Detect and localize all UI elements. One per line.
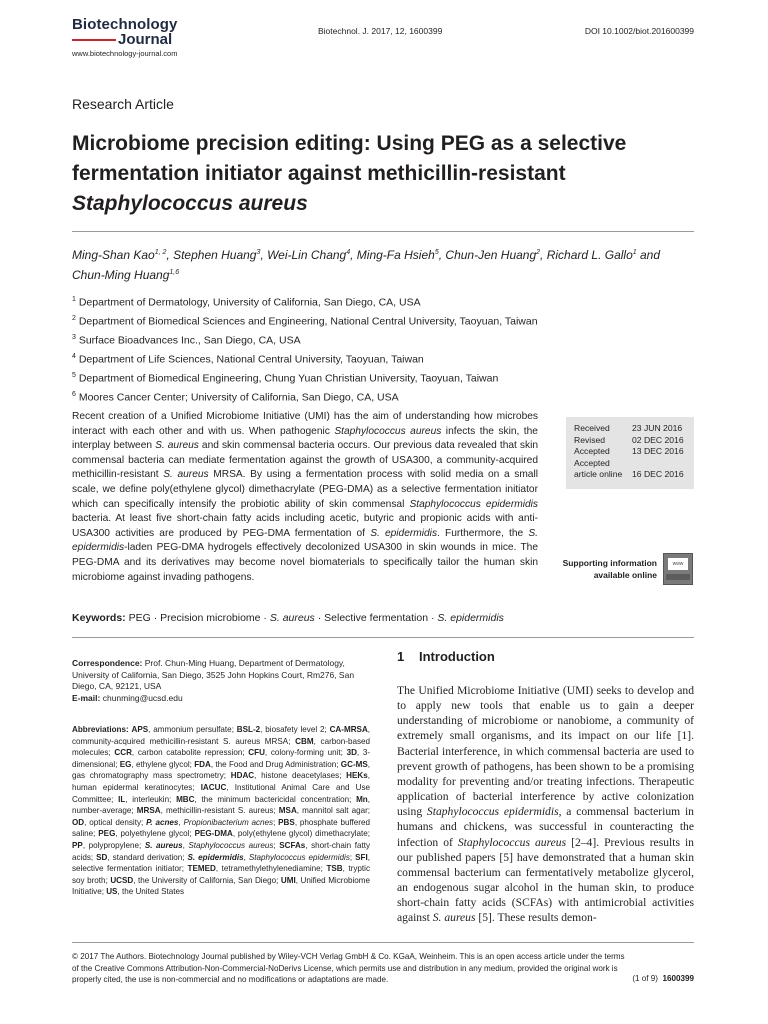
supporting-info-label[interactable] [552,557,657,581]
keyword: Selective fermentation [324,612,429,624]
abbreviation-definition: the minimum bactericidal concentration [201,794,350,804]
keywords: Keywords: PEG · Precision microbiome · S. aureus · Selective fermentation · S. epidermidis [72,612,504,624]
abstract-species-name: S. aureus [155,440,199,452]
abbreviation-term: S. epidermidis [187,852,244,862]
abbreviation-definition: Unified Microbiome Initiative [72,875,371,897]
abbreviation-definition: short-chain fatty acids [72,840,371,862]
abbreviations-label: Abbreviations: [72,725,129,734]
history-date: 02 DEC 2016 [632,434,684,445]
abstract-species-name: S. aureus [163,469,209,481]
abstract [72,410,538,585]
affiliation-number: 4 [72,353,76,361]
abbreviation-definition: histone deacetylases [261,771,340,781]
abstract-text: infects the skin, the interplay between [72,425,538,452]
abbreviation-term: MBC [176,794,195,804]
abbreviation-term: CBM [295,736,314,746]
abstract-text: bacteria. At least five short-chain fatty acids including acetic, butyric and propionic acids with anti-USA300 activities are produced by PEG-DMA fermentation of [72,513,538,539]
abstract-species-name: S. epidermidis [72,527,538,554]
abstract-species-name: Staphylococcus aureus [334,425,442,437]
title-line-1: Microbiome precision editing: Using PEG as a selective [72,132,627,155]
abbreviation-term: TSB [326,864,343,874]
abbreviation-definition: polypropylene [88,840,140,850]
author-list: Ming-Shan Kao$^{1, 2}$, Stephen Huang$^3$, Wei-Lin Chang$^4$, Ming-Fa Hsieh$^5$, Chun-Jen Huang$^2$, Richard L. Gallo$^1$ and Chun-Ming Huang$^{1,6}$ [72,248,661,282]
article-history-box [566,417,694,489]
abbreviation-definition: tryptic soy broth [72,864,371,885]
abbreviation-definition: number-average [72,806,132,816]
abbreviation-term: TEMED [187,864,216,874]
abbreviation-definition: ethylene glycol [136,759,190,769]
abstract-text: . Furthermore, the [437,527,529,539]
intro-species-name: Staphylococcus aureus [457,835,567,849]
correspondence-label: Correspondence: [72,658,143,668]
affiliation-item [72,368,692,387]
keyword: PEG [128,612,151,624]
correspondence-email[interactable]: chunming@ucsd.edu [102,692,183,703]
abbreviation-definition: community-acquired methicillin-resistant S. aureus MRSA [72,736,289,746]
abbreviation-term: MRSA [136,806,161,816]
journal-url[interactable]: www.biotechnology-journal.com [72,49,178,58]
affiliation-number: 2 [72,315,76,323]
page-number [632,974,694,983]
affiliation-item [72,292,692,311]
keyword: S. epidermidis [437,612,504,624]
abbreviation-term: MSA [278,806,297,816]
abbreviation-term: UCSD [110,875,134,885]
author-affil-mark: 3 [256,249,261,256]
intro-text: The Unified Microbiome Initiative (UMI) seeks to develop and to apply new tools that enable us to gain a deeper understanding of microbiome or nanobiome, a community of extremely small organisms, and its impact on our life [1]. Bacterial interference, in which commensal bacteria are used to prevent growth of pathogens, has been shown to be a promising modality for preventing and/or treating infections. Therapeutic application of bacterial interference by active colonization using [397,684,694,819]
abbreviation-term: HDAC [230,771,255,781]
abstract-text: and skin commensal bacteria occurs. Our previous data revealed that skin commensal bacteria can mediate fermentation against the growth of USA300, a community-acquired methicillin-resistant [72,440,539,481]
abbreviation-definition: ammonium persulfate [153,725,232,734]
history-row [574,469,694,481]
abbreviation-term: UMI [280,875,296,885]
abbreviation-definition: optical density [89,817,142,827]
abbreviation-term: EG [119,759,132,769]
author-affil-mark: 5 [434,249,439,256]
abbreviation-term: US [106,887,118,897]
abbreviation-term: PP [72,840,83,850]
abbreviation-definition: carbon-based molecules [72,736,371,758]
history-date: 23 JUN 2016 [632,423,683,433]
abbreviation-definition: methicillin-resistant S. aureus [165,806,274,816]
affiliation-text: Department of Biomedical Sciences and Engineering, National Central University, Taoyuan, Taiwan [75,315,538,328]
abbreviation-definition: the Food and Drug Administration [215,759,337,769]
history-label: article online [574,469,623,479]
affiliation-item [72,349,692,368]
title-divider [72,231,694,232]
history-label: Accepted [574,457,610,468]
abbreviation-term: PEG [98,829,116,839]
author-affil-mark: 4 [346,249,351,256]
abbreviation-term: BSL-2 [236,725,261,734]
email-label: E-mail: [72,692,101,703]
journal-logo-line1: Biotechnology [72,16,178,33]
page-of: (1 of 9) [632,974,658,983]
intro-species-name: S. aureus [432,911,476,925]
intro-text: [5]. These results demon- [475,911,597,925]
abbreviation-definition: mannitol salt agar [302,806,368,816]
abbreviation-definition: carbon catabolite repression [137,748,243,758]
article-title [72,129,692,219]
intro-text: , a commensal bacterium in humans and chickens, was successful in counteracting the infection of [397,805,694,849]
abbreviation-term: APS [131,725,149,734]
abbreviation-definition: colony-forming unit [270,748,341,758]
history-row [574,423,694,435]
abbreviation-definition: gas chromatography mass spectrometry [72,771,224,781]
keyword: Precision microbiome [160,612,261,624]
header-doi[interactable]: DOI 10.1002/biot.201600399 [584,26,694,36]
abbreviation-term: IL [118,794,126,804]
history-row [574,458,694,470]
abstract-species-name: S. epidermidis [370,527,438,539]
license-notice: © 2017 The Authors. Biotechnology Journal published by Wiley-VCH Verlag GmbH & Co. KGaA, Weinheim. This is an open access article under the terms of the Creative Commons Attribution-Non-Commercial-NoDerivs License, which permits use and distribution in any medium, provided the original work is properly cited, the use is non-commercial and no modifications or adaptations are made. [72,952,625,985]
abbreviation-definition: the United States [121,887,185,897]
abbreviation-definition: interleukin [132,794,170,804]
article-number: 1600399 [662,974,694,983]
abbreviation-definition: poly(ethylene glycol) dimethacrylate [237,829,368,839]
author-name: Stephen Huang [173,248,257,262]
abbreviation-definition: human epidermal keratinocytes [72,782,193,792]
abbreviation-definition: biosafety level 2 [265,725,325,734]
correspondence [72,658,370,704]
abbreviation-term: CA-MRSA [329,725,368,734]
article-type: Research Article [72,96,174,112]
affiliation-text: Department of Life Sciences, National Central University, Taoyuan, Taiwan [75,353,424,366]
abbreviation-term: GC-MS [340,759,368,769]
abbreviation-definition: Staphylococcus aureus [188,840,274,850]
abbreviation-definition: Staphylococcus epidermidis [248,852,350,862]
keywords-label: Keywords: [72,612,126,624]
abstract-text: -laden PEG-DMA hydrogels effectively decolonized USA300 in skin wounds in mice. The PEG-DMA and its derivatives may become novel biomaterials to specifically tailor the human skin microbiome against invading pathogens. [72,542,538,583]
section-title: Introduction [419,649,495,664]
abbreviation-term: SFI [355,852,368,862]
screen-www-label: www [668,558,688,570]
footer-divider [72,942,694,943]
title-line-3: Staphylococcus aureus [72,192,308,215]
abbreviation-definition: Institutional Animal Care and Use Committee [72,782,371,804]
abstract-species-name: Staphylococcus epidermidis [409,498,538,510]
keyword: S. aureus [269,612,315,624]
correspondence-text: Prof. Chun-Ming Huang, Department of Dermatology, University of California, San Diego, 3525 John Hopkins Court, Rm276, San Diego, CA, 92121, USA [72,658,355,692]
author-name: Wei-Lin Chang [267,248,347,262]
author-affil-mark: 2 [536,249,541,256]
abstract-text: Recent creation of a Unified Microbiome Initiative (UMI) has the aim of understanding how microbes interact with each other and with us. When pathogenic [72,411,538,437]
header-citation: Biotechnol. J. 2017, 12, 1600399 [318,26,443,36]
history-row [574,435,694,447]
affiliation-number: 3 [72,334,76,342]
abbreviation-definition: polyethylene glycol [120,829,190,839]
author-name: Chun-Ming Huang [72,268,170,282]
author-name: Ming-Fa Hsieh [356,248,435,262]
affiliation-item [72,311,692,330]
affiliation-item [72,387,692,406]
title-line-2: fermentation initiator against methicillin-resistant [72,162,566,185]
affiliation-list [72,292,692,407]
supporting-info-line1: Supporting information [562,558,657,568]
history-label: Received [574,423,610,433]
journal-logo-accent-bar [72,39,116,41]
intro-text: [2–4]. Previous results in our published papers [5] have demonstrated that a human skin commensal bacterium can fermentatively metabolize glycerol, an endogenous sugar alcohol in the human skin, to produce short-chain fatty acids (SCFAs) with antimicrobial activities against [397,835,694,925]
affiliation-text: Department of Dermatology, University of California, San Diego, CA, USA [75,296,421,309]
history-date: 16 DEC 2016 [632,469,684,479]
author-affil-mark: 1,6 [169,269,180,276]
affiliation-text: Moores Cancer Center; University of California, San Diego, CA, USA [75,391,399,404]
abbreviation-term: SD [96,852,108,862]
affiliation-text: Surface Bioadvances Inc., San Diego, CA, USA [75,334,301,347]
abbreviation-term: S. aureus [144,840,183,850]
introduction-text [397,683,694,926]
abbreviation-term: OD [72,817,85,827]
keywords-divider [72,637,694,638]
abbreviation-definition: phosphate buffered saline [72,817,371,839]
journal-logo-line2: Journal [118,31,173,48]
abbreviation-term: CCR [114,748,132,758]
abbreviation-term: SCFAs [279,840,306,850]
affiliation-number: 5 [72,372,76,380]
abbreviation-definition: selective fermentation initiator [72,864,182,874]
abbreviation-term: HEKs [346,771,368,781]
abbreviation-term: Mn [356,794,368,804]
author-name: Richard L. Gallo [546,248,633,262]
section-number: 1 [397,649,405,664]
affiliation-number: 1 [72,296,76,303]
abbreviation-definition: tetramethylethylenediamine [221,864,321,874]
abbreviation-term: IACUC [200,782,227,792]
history-label: Accepted [574,446,610,456]
history-label: Revised [574,434,606,445]
abstract-text: MRSA. By using a fermentation process with solid media on a small scale, we define poly(ethylene glycol) dimethacrylate (PEG-DMA) as a selective fermentation initiator which can specifically intensify the probiotic ability of skin commensal [72,469,538,510]
abbreviation-term: CFU [248,748,265,758]
abbreviation-definition: standard derivation [112,852,183,862]
author-name: Chun-Jen Huang [445,248,537,262]
abbreviation-definition: 3-dimensional [72,748,371,769]
history-row [574,446,694,458]
author-name: Ming-Shan Kao [72,248,155,262]
abbreviations: Abbreviations: APS, ammonium persulfate; BSL-2, biosafety level 2; CA-MRSA, community-acquired methicillin-resistant S. aureus MRSA; CBM, carbon-based molecules; CCR, carbon catabolite repression; CFU, colony-forming unit; 3D, 3-dimensional; EG, ethylene glycol; FDA, the Food and Drug Administration; GC-MS, gas chromatography mass spectrometry; HDAC, histone deacetylases; HEKs, human epidermal keratinocytes; IACUC, Institutional Animal Care and Use Committee; IL, interleukin; MBC, the minimum bactericidal concentration; Mn, number-average; MRSA, methicillin-resistant S. aureus; MSA, mannitol salt agar; OD, optical density; P. acnes, Propionibacterium acnes; PBS, phosphate buffered saline; PEG, polyethylene glycol; PEG-DMA, poly(ethylene glycol) dimethacrylate; PP, polypropylene; S. aureus, Staphylococcus aureus; SCFAs, short-chain fatty acids; SD, standard derivation; S. epidermidis, Staphylococcus epidermidis; SFI, selective fermentation initiator; TEMED, tetramethylethylenediamine; TSB, tryptic soy broth; UCSD, the University of California, San Diego; UMI, Unified Microbiome Initiative; US, the United States [72,725,371,897]
abbreviation-definition: Propionibacterium acnes [183,817,274,827]
affiliation-number: 6 [72,391,76,399]
history-date: 13 DEC 2016 [632,446,684,456]
abbreviation-term: PBS [278,817,295,827]
abbreviation-definition: the University of California, San Diego [138,875,277,885]
affiliation-item [72,330,692,349]
section-heading-introduction [397,649,495,664]
abbreviation-term: PEG-DMA [194,829,233,839]
author-affil-mark: 1, 2 [154,249,167,256]
abbreviation-term: FDA [194,759,211,769]
computer-icon[interactable] [663,553,693,585]
affiliation-text: Department of Biomedical Engineering, Chung Yuan Christian University, Taoyuan, Taiwan [75,372,499,385]
abbreviation-term: 3D [346,748,357,758]
author-affil-mark: 1 [632,249,637,256]
abbreviation-term: P. acnes [146,817,179,827]
intro-species-name: Staphylococcus epidermidis [426,805,559,819]
supporting-info-line2: available online [593,570,657,580]
